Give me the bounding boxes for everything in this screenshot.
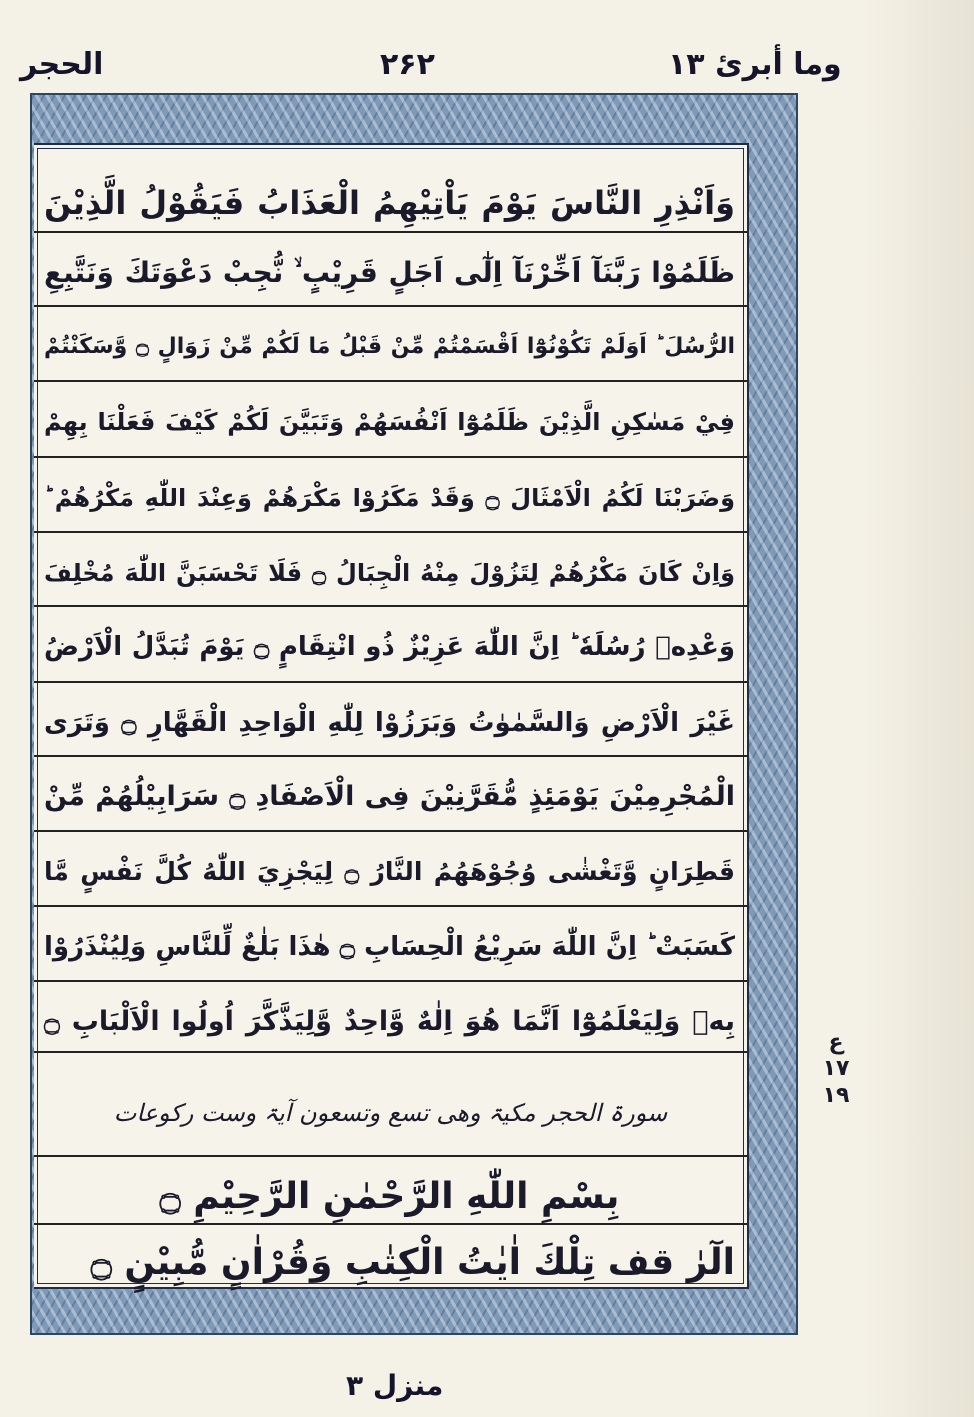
text-line-4: فِيْ مَسٰكِنِ الَّذِيْنَ ظَلَمُوْٓا اَنْفُسَهُمْ وَتَبَيَّنَ لَكُمْ كَيْفَ فَعَلْنَا بِهِمْ bbox=[44, 408, 735, 436]
page-number: ۲۶۲ bbox=[380, 47, 435, 82]
text-line-6: وَاِنْ كَانَ مَكْرُهُمْ لِتَزُوْلَ مِنْهُ الْجِبَالُ ۝ فَلَا تَحْسَبَنَّ اللّٰهَ مُخْلِفَ bbox=[44, 559, 736, 587]
text-line-10: قَطِرَانٍ وَّتَغْشٰى وُجُوْهَهُمُ النَّارُ ۝ لِيَجْزِيَ اللّٰهُ كُلَّ نَفْسٍ مَّا bbox=[44, 857, 735, 886]
text-line-9: الْمُجْرِمِيْنَ يَوْمَئِذٍ مُّقَرَّنِيْنَ فِى الْاَصْفَادِ ۝ سَرَابِيْلُهُمْ مِّنْ bbox=[44, 781, 735, 812]
text-line-12: بِهٖ وَلِيَعْلَمُوْٓا اَنَّمَا هُوَ اِلٰهٌ وَّاحِدٌ وَّلِيَذَّكَّرَ اُولُوا الْاَلْبَابِ ۝ bbox=[44, 1006, 735, 1037]
juz-name-header: وما أبرئ ١٣ bbox=[668, 47, 842, 82]
basmala-line: بِسْمِ اللّٰهِ الرَّحْمٰنِ الرَّحِيْمِ ۝ bbox=[159, 1176, 620, 1217]
manzil-footer: منزل ٣ bbox=[346, 1369, 444, 1402]
text-line-3: الرُّسُلَ ؕ اَوَلَمْ تَكُوْنُوْٓا اَقْسَمْتُمْ مِّنْ قَبْلُ مَا لَكُمْ مِّنْ زَوَالٍ ۝ وَّسَكَنْتُمْ bbox=[44, 334, 735, 359]
text-line-2: ظَلَمُوْا رَبَّنَآ اَخِّرْنَآ اِلٰٓى اَجَلٍ قَرِيْبٍ ۙ نُّجِبْ دَعْوَتَكَ وَنَتَّبِعِ bbox=[44, 256, 735, 289]
text-line-5: وَضَرَبْنَا لَكُمُ الْاَمْثَالَ ۝ وَقَدْ مَكَرُوْا مَكْرَهُمْ وَعِنْدَ اللّٰهِ مَكْرُهُمْ ؕ bbox=[44, 484, 735, 512]
line-rule bbox=[34, 1051, 747, 1053]
text-line-last: الٓرٰ قف تِلْكَ اٰيٰتُ الْكِتٰبِ وَقُرْاٰنٍ مُّبِيْنٍ ۝ bbox=[90, 1242, 735, 1283]
text-line-7: وَعْدِهٖ رُسُلَهٗ ؕ اِنَّ اللّٰهَ عَزِيْزٌ ذُو انْتِقَامٍ ۝ يَوْمَ تُبَدَّلُ الْاَرْضُ bbox=[44, 632, 735, 662]
text-line-8: غَيْرَ الْاَرْضِ وَالسَّمٰوٰتُ وَبَرَزُوْا لِلّٰهِ الْوَاحِدِ الْقَهَّارِ ۝ وَتَرَى bbox=[44, 708, 735, 738]
surah-heading: سورۃ الحجر مکیۃ وھی تسع وتسعون آیۃ وست رکوعات bbox=[113, 1099, 668, 1127]
ruku-marker: ع ١٧ ١٩ bbox=[822, 1030, 850, 1108]
text-line-11: كَسَبَتْ ؕ اِنَّ اللّٰهَ سَرِيْعُ الْحِسَابِ ۝ هٰذَا بَلٰغٌ لِّلنَّاسِ وَلِيُنْذَرُوْا bbox=[44, 932, 735, 962]
page-edge-shadow bbox=[864, 0, 974, 1417]
text-line-1: وَاَنْذِرِ النَّاسَ يَوْمَ يَاْتِيْهِمُ الْعَذَابُ فَيَقُوْلُ الَّذِيْنَ bbox=[44, 184, 735, 222]
text-panel bbox=[34, 143, 749, 1289]
surah-name-header: الحجر bbox=[20, 47, 104, 82]
